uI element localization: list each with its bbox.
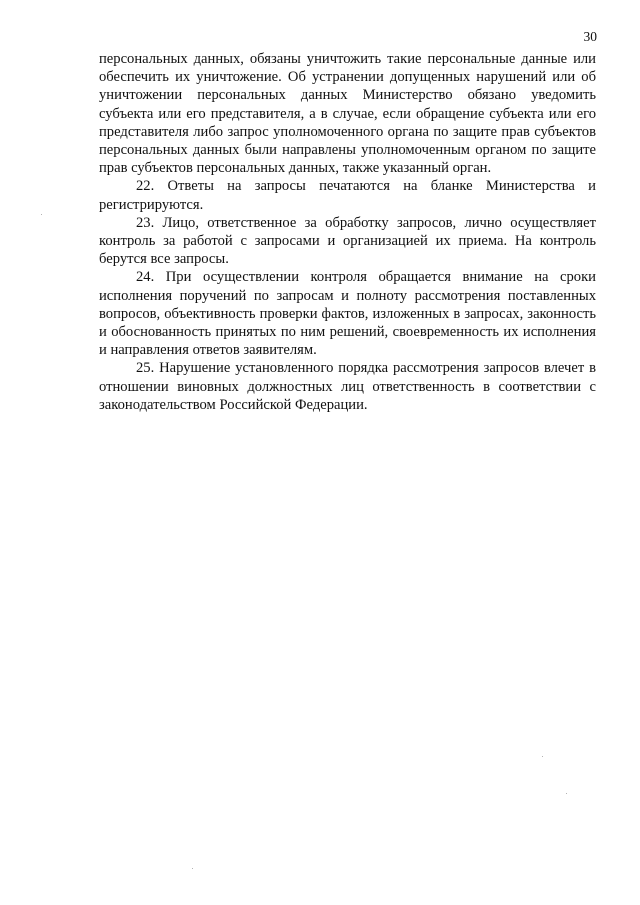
- page-number: 30: [583, 29, 597, 44]
- document-body: [99, 50, 596, 414]
- scan-speck: [41, 214, 42, 215]
- paragraph-continuation: персональных данных, обязаны уничтожить такие персональные данные или обеспечить их уничтожение. Об устранении допущенных нарушений или об уничтожении персональных данных Министерство обязано уведомить субъекта или его представителя, а в случае, если обращение субъекта или его представителя либо запрос уполномоченного органа по защите прав субъектов персональных данных были направлены уполномоченным органом по защите прав субъектов персональных данных, также указанный орган.: [99, 51, 596, 177]
- paragraph-22: 22. Ответы на запросы печатаются на бланке Министерства и регистрируются.: [99, 178, 596, 213]
- scan-speck: [566, 793, 567, 794]
- scan-speck: [542, 756, 543, 757]
- paragraph-23: 23. Лицо, ответственное за обработку запросов, лично осуществляет контроль за работой с запросами и организацией их приема. На контроль берутся все запросы.: [99, 214, 596, 268]
- scan-speck: [192, 868, 193, 869]
- paragraph-24: 24. При осуществлении контроля обращается внимание на сроки исполнения поручений по запросам и полноту рассмотрения поставленных вопросов, объективность проверки фактов, изложенных в запросах, законность и обоснованность принятых по ним решений, своевременность их исполнения и направления ответов заявителям.: [99, 269, 596, 359]
- paragraph-25: 25. Нарушение установленного порядка рассмотрения запросов влечет в отношении виновных должностных лиц ответственность в соответствии с законодательством Российской Федерации.: [99, 360, 596, 413]
